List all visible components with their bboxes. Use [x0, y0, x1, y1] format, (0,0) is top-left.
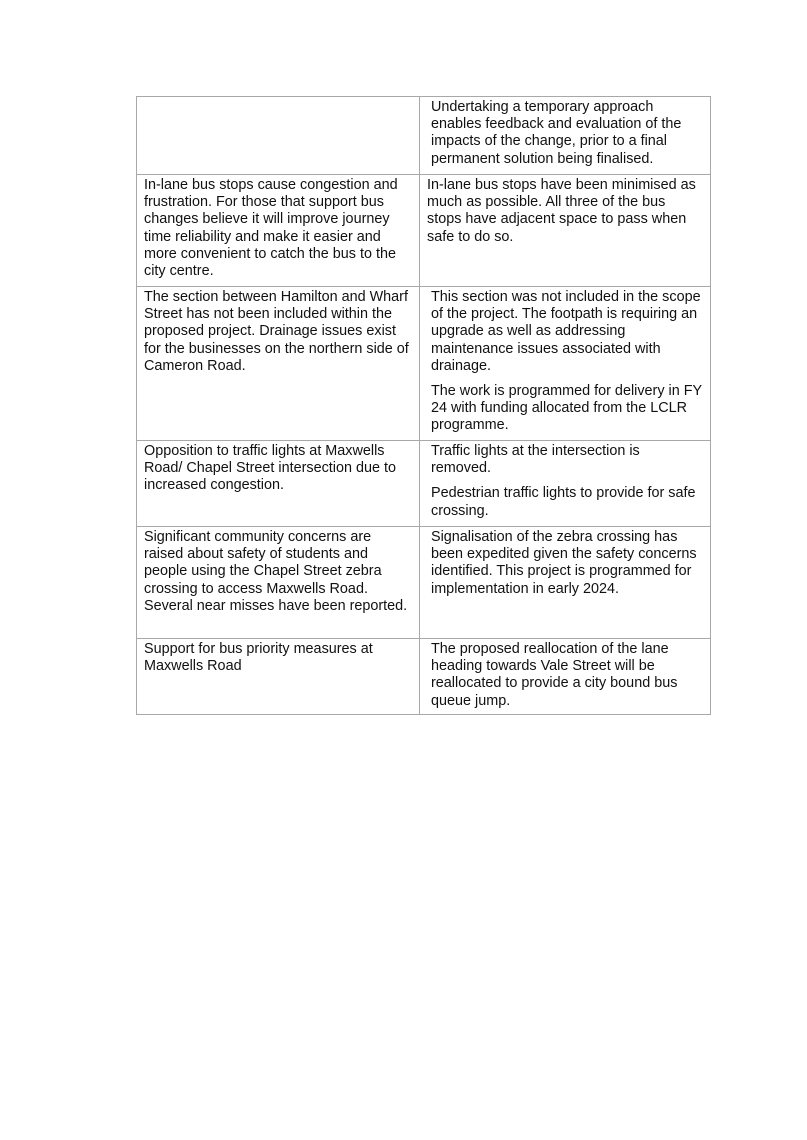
- response-text: This section was not included in the scope of the project. The footpath is requiring an upgrade as well as addressing maintenance issues associated with drainage.: [431, 289, 701, 374]
- table-row: [137, 527, 711, 639]
- issue-cell: [137, 175, 420, 287]
- response-text: Signalisation of the zebra crossing has been expedited given the safety concerns identified. This project is programmed for implementation in early 2024.: [431, 529, 697, 597]
- response-cell: [420, 287, 711, 441]
- response-text: The proposed reallocation of the lane heading towards Vale Street will be reallocated to provide a city bound bus queue jump.: [431, 641, 678, 709]
- issue-cell: [137, 441, 420, 527]
- response-cell: [420, 527, 711, 639]
- issue-text: Support for bus priority measures at Maxwells Road: [144, 641, 373, 675]
- issue-cell: [137, 97, 420, 175]
- table-row: [137, 97, 711, 175]
- feedback-response-table: [136, 96, 711, 715]
- table-row: [137, 639, 711, 715]
- response-text: In-lane bus stops have been minimised as much as possible. All three of the bus stops have adjacent space to pass when safe to do so.: [427, 177, 696, 245]
- response-cell: [420, 97, 711, 175]
- response-text: Pedestrian traffic lights to provide for safe crossing.: [431, 485, 696, 519]
- issue-text: Opposition to traffic lights at Maxwells Road/ Chapel Street intersection due to increased congestion.: [144, 443, 396, 494]
- table-row: [137, 175, 711, 287]
- issue-cell: [137, 527, 420, 639]
- issue-text: The section between Hamilton and Wharf Street has not been included within the proposed project. Drainage issues exist for the businesses on the northern side of Cameron Road.: [144, 289, 409, 374]
- response-text: The work is programmed for delivery in FY 24 with funding allocated from the LCLR programme.: [431, 383, 702, 434]
- issue-cell: [137, 639, 420, 715]
- response-text: Undertaking a temporary approach enables feedback and evaluation of the impacts of the change, prior to a final permanent solution being finalised.: [431, 99, 682, 167]
- response-cell: [420, 175, 711, 287]
- issue-cell: [137, 287, 420, 441]
- table-row: [137, 441, 711, 527]
- response-text: Traffic lights at the intersection is removed.: [431, 443, 640, 477]
- response-cell: [420, 639, 711, 715]
- issue-text: Significant community concerns are raised about safety of students and people using the Chapel Street zebra crossing to access Maxwells Road. Several near misses have been reported.: [144, 529, 408, 614]
- issue-text: In-lane bus stops cause congestion and frustration. For those that support bus changes believe it will improve journey time reliability and make it easier and more convenient to catch the bus to the city centre.: [144, 177, 398, 280]
- response-cell: [420, 441, 711, 527]
- table-row: [137, 287, 711, 441]
